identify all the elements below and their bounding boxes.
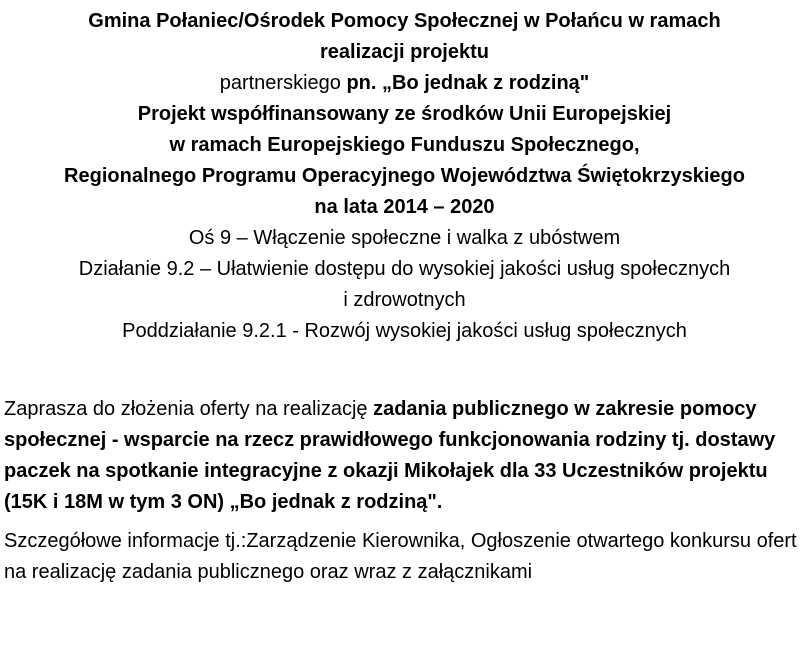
header-line-regional-program: Regionalnego Programu Operacyjnego Województwa Świętokrzyskiego [64,165,745,187]
header-project-title: pn. „Bo jednak z rodziną" [346,72,590,94]
header-line-project-name [0,68,809,99]
header-line-axis: Oś 9 – Włączenie społeczne i walka z ubóstwem [188,227,621,249]
document-body [4,394,804,588]
header-line-cofinancing: Projekt współfinansowany ze środków Unii Europejskiej [137,103,672,125]
invitation-task-description: zadania publicznego w zakresie pomocy społecznej - wsparcie na rzecz prawidłowego funkcjonowania rodziny tj. dostawy paczek na spotkanie integracyjne z okazji Mikołajek dla 33 Uczestników projektu (15K i 18M w tym 3 ON) „Bo jednak z rodziną". [4,398,776,513]
header-line-years: na lata 2014 – 2020 [314,196,495,218]
details-paragraph: Szczegółowe informacje tj.:Zarządzenie Kierownika, Ogłoszenie otwartego konkursu ofert na realizację zadania publicznego oraz wraz z załącznikami [4,530,797,583]
invitation-paragraph [4,394,804,518]
invitation-intro: Zaprasza do złożenia oferty na realizację [4,398,374,420]
header-line-action: Działanie 9.2 – Ułatwienie dostępu do wysokiej jakości usług społecznych [78,258,731,280]
header-project-prefix: partnerskiego [219,72,347,94]
header-line-project-realization: realizacji projektu [320,41,489,63]
header-line-organization: Gmina Połaniec/Ośrodek Pomocy Społecznej w Połańcu w ramach [88,10,721,32]
header-line-action-cont: i zdrowotnych [343,289,466,311]
header-line-subaction: Poddziałanie 9.2.1 - Rozwój wysokiej jakości usług społecznych [122,320,687,342]
header-line-esf: w ramach Europejskiego Funduszu Społecznego, [169,134,640,156]
